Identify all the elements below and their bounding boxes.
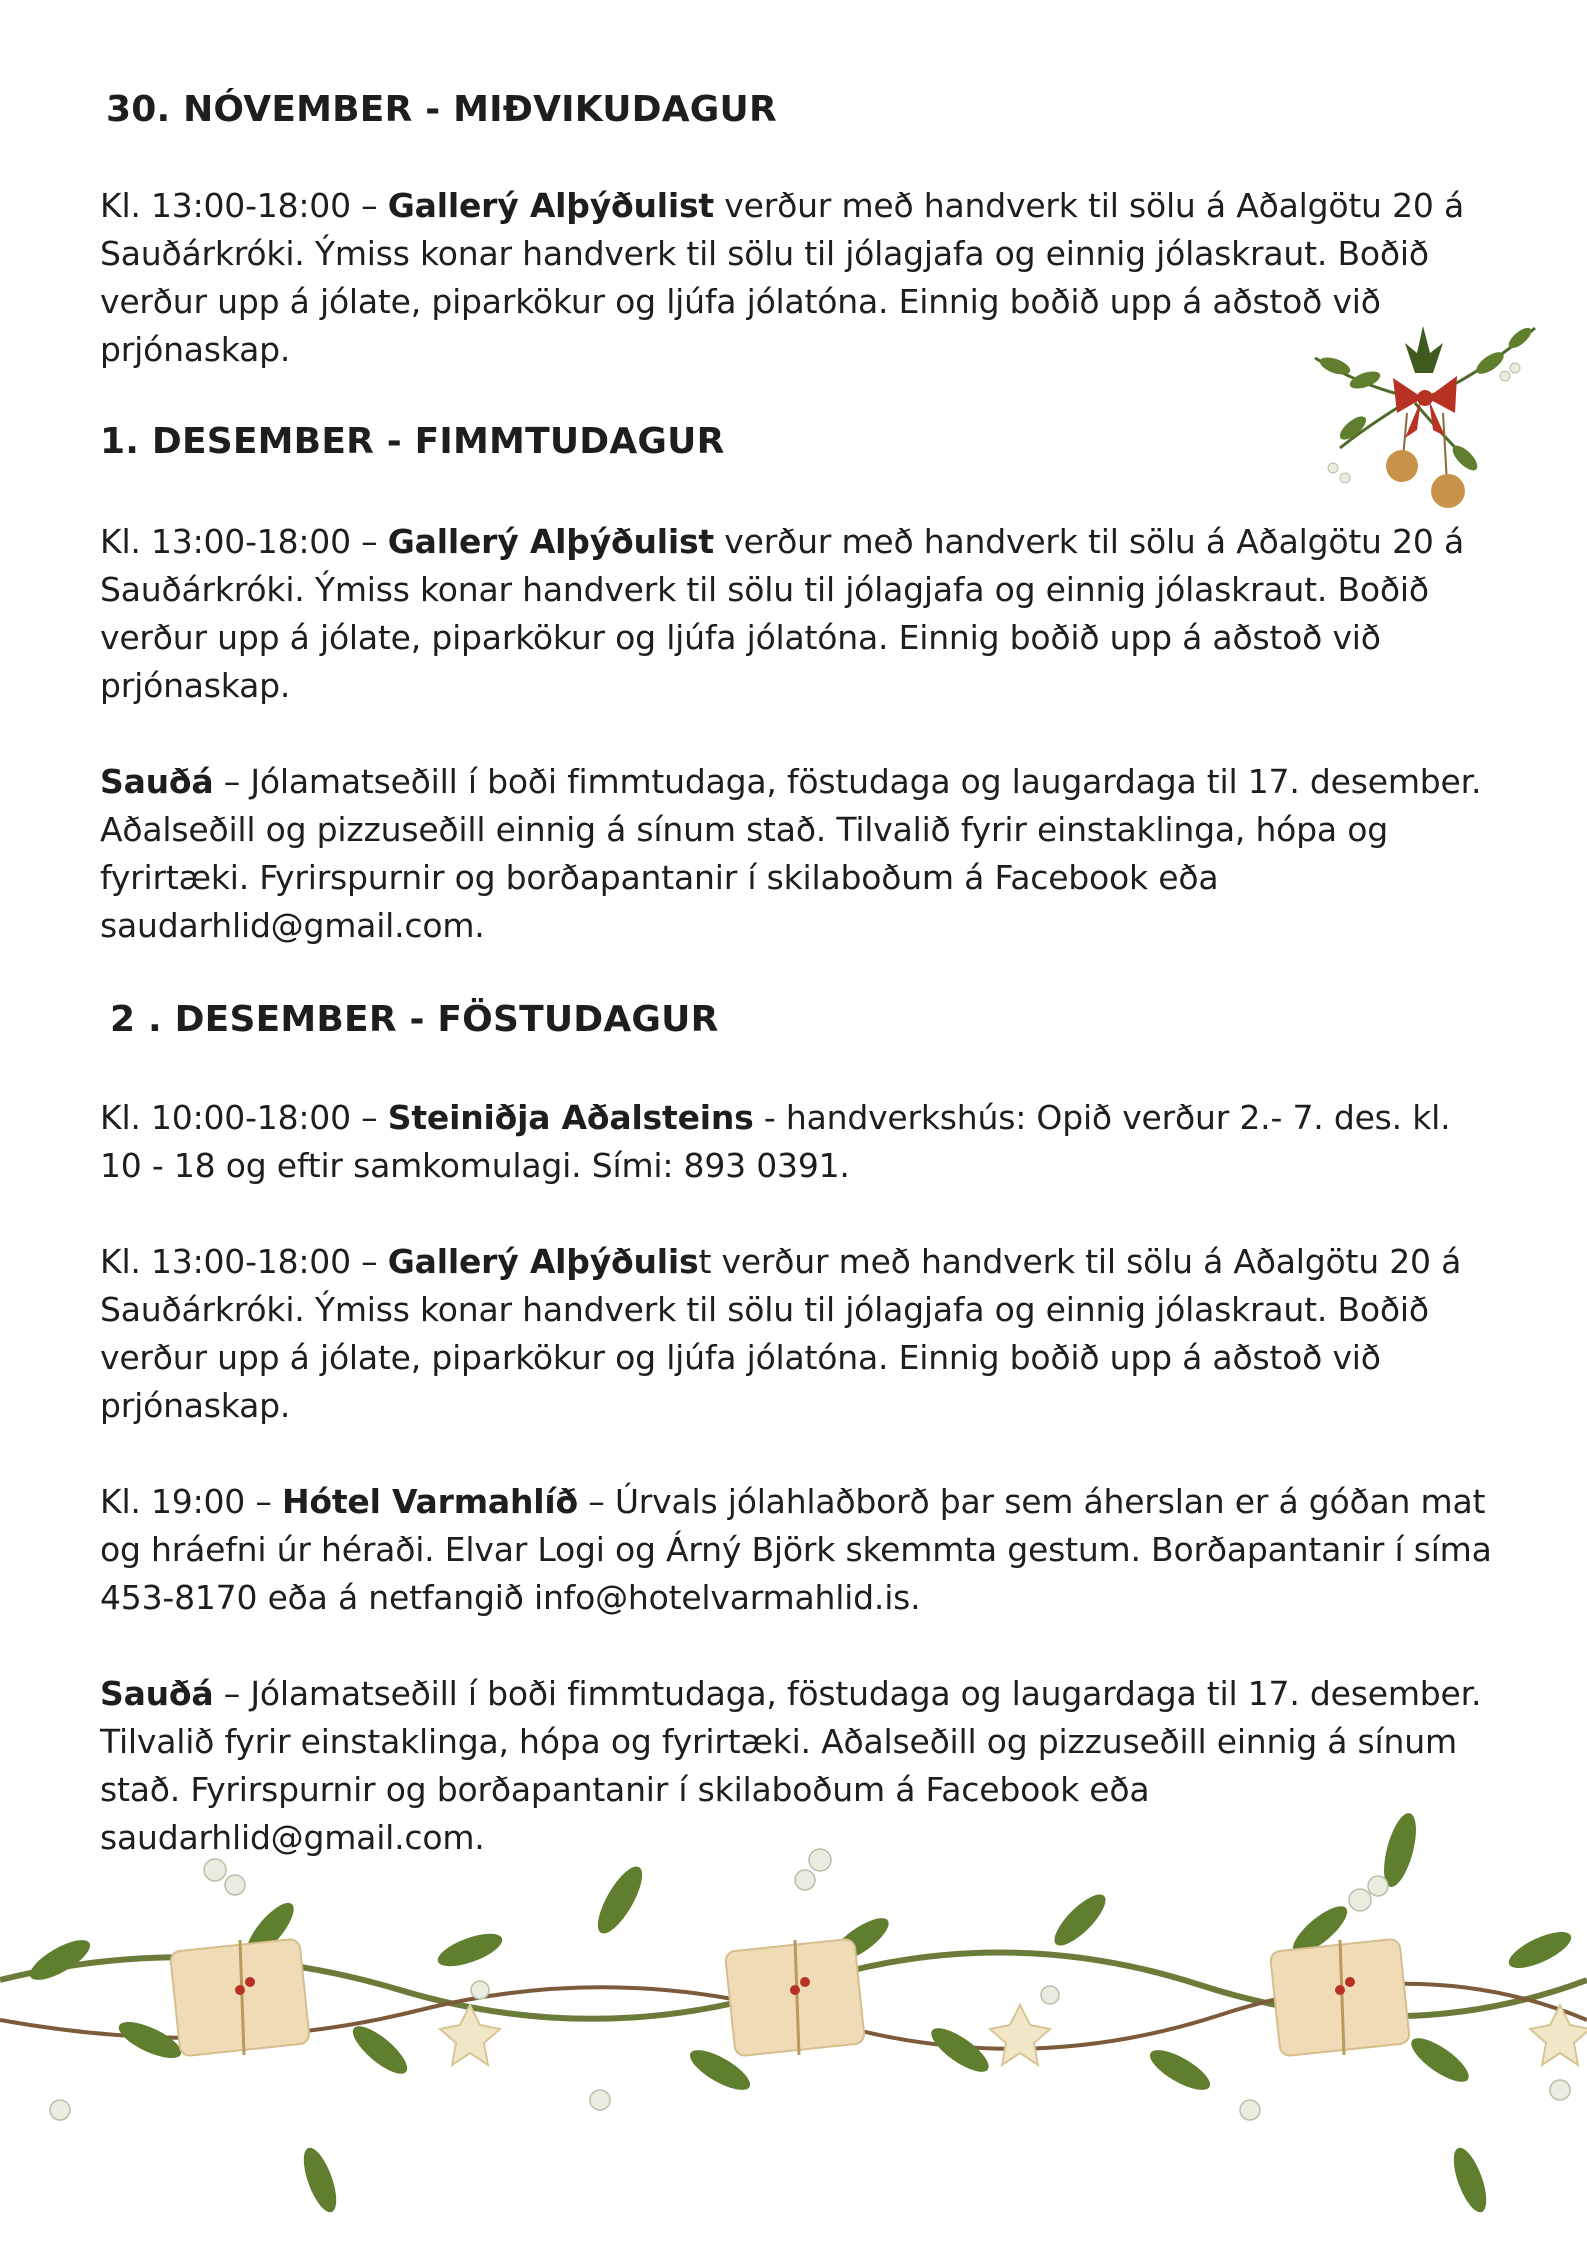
event-description: verður með handverk til sölu á Aðalgötu 20 á Sauðárkróki. Ýmiss konar handverk til sölu til jólagjafa og einnig jólaskraut. Boðið verður upp á jólate, piparkökur og ljúfa jólatóna. Einnig boðið upp á aðstoð við prjónaskap. bbox=[100, 186, 1464, 369]
day-heading-dec-1: 1. DESEMBER - FIMMTUDAGUR bbox=[100, 421, 725, 462]
wrapped-gift-icon bbox=[170, 1938, 310, 2056]
event-venue: Gallerý Alþýðulist bbox=[387, 186, 715, 225]
event-description: – Jólamatseðill í boði fimmtudaga, föstudaga og laugardaga til 17. desember. Tilvalið fyrir einstaklinga, hópa og fyrirtæki. Aðalseðill og pizzuseðill einnig á sínum stað. Fyrirspurnir og borðapantanir í skilaboðum á Facebook eða saudarhlid@gmail.com. bbox=[100, 1674, 1482, 1857]
event-entry bbox=[100, 182, 1500, 374]
event-time: Kl. 19:00 – bbox=[100, 1482, 282, 1521]
event-venue: Gallerý Alþýðulis bbox=[387, 1242, 699, 1281]
event-entry bbox=[100, 1238, 1500, 1430]
event-time: Kl. 13:00-18:00 – bbox=[100, 186, 388, 225]
wrapped-gift-icon bbox=[1270, 1938, 1410, 2056]
holly-bell-sprig-icon bbox=[1305, 318, 1545, 518]
event-entry bbox=[100, 758, 1500, 950]
day-heading-nov-30: 30. NÓVEMBER - MIÐVIKUDAGUR bbox=[106, 89, 777, 130]
wrapped-gift-icon bbox=[725, 1938, 865, 2056]
event-description: t verður með handverk til sölu á Aðalgötu 20 á Sauðárkróki. Ýmiss konar handverk til sölu til jólagjafa og einnig jólaskraut. Boðið verður upp á jólate, piparkökur og ljúfa jólatóna. Einnig boðið upp á aðstoð við prjónaskap. bbox=[100, 1242, 1462, 1425]
event-venue: Steiniðja Aðalsteins bbox=[387, 1098, 754, 1137]
event-venue: Sauðá bbox=[100, 762, 214, 801]
event-entry bbox=[100, 1094, 1500, 1190]
event-venue: Gallerý Alþýðulist bbox=[387, 522, 715, 561]
event-time: Kl. 13:00-18:00 – bbox=[100, 1242, 388, 1281]
event-time: Kl. 13:00-18:00 – bbox=[100, 522, 388, 561]
event-entry bbox=[100, 518, 1500, 710]
event-description: – Úrvals jólahlaðborð þar sem áherslan er á góðan mat og hráefni úr héraði. Elvar Logi og Árný Björk skemmta gestum. Borðapantanir í síma 453-8170 eða á netfangið info@hotelvarmahlid.is. bbox=[100, 1482, 1492, 1617]
day-heading-dec-2: 2 . DESEMBER - FÖSTUDAGUR bbox=[110, 999, 719, 1040]
event-entry bbox=[100, 1478, 1500, 1622]
mistletoe-garland-icon bbox=[0, 1780, 1587, 2245]
event-venue: Sauðá bbox=[100, 1674, 214, 1713]
event-description: - handverkshús: Opið verður 2.- 7. des. kl. 10 - 18 og eftir samkomulagi. Sími: 893 0391. bbox=[100, 1098, 1451, 1185]
event-description: verður með handverk til sölu á Aðalgötu 20 á Sauðárkróki. Ýmiss konar handverk til sölu til jólagjafa og einnig jólaskraut. Boðið verður upp á jólate, piparkökur og ljúfa jólatóna. Einnig boðið upp á aðstoð við prjónaskap. bbox=[100, 522, 1464, 705]
event-description: – Jólamatseðill í boði fimmtudaga, föstudaga og laugardaga til 17. desember. Aðalseðill og pizzuseðill einnig á sínum stað. Tilvalið fyrir einstaklinga, hópa og fyrirtæki. Fyrirspurnir og borðapantanir í skilaboðum á Facebook eða saudarhlid@gmail.com. bbox=[100, 762, 1482, 945]
event-venue: Hótel Varmahlíð bbox=[281, 1482, 578, 1521]
event-time: Kl. 10:00-18:00 – bbox=[100, 1098, 388, 1137]
